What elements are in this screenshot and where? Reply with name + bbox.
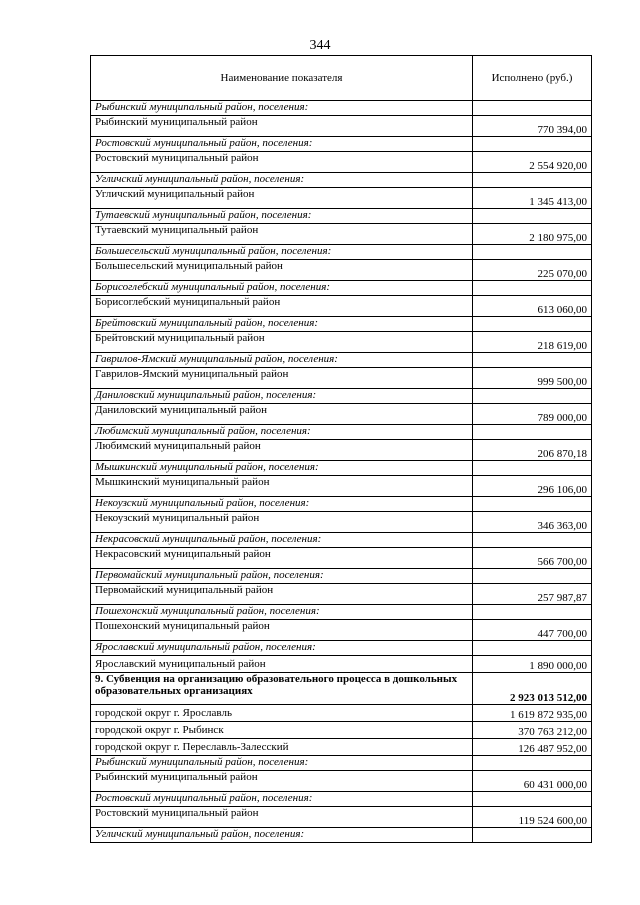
table-row xyxy=(91,512,592,533)
table-subheader-row xyxy=(91,756,592,771)
row-amount-cell: 999 500,00 xyxy=(473,368,592,389)
row-name-cell: Брейтовский муниципальный район xyxy=(91,332,473,353)
row-amount-cell: 370 763 212,00 xyxy=(473,722,592,739)
row-name-cell: Некрасовский муниципальный район xyxy=(91,548,473,569)
row-name-cell: Ростовский муниципальный район, поселения: xyxy=(91,137,473,152)
row-amount-cell: 2 923 013 512,00 xyxy=(473,673,592,705)
table-row xyxy=(91,705,592,722)
table-row xyxy=(91,152,592,173)
row-name-cell: городской округ г. Рыбинск xyxy=(91,722,473,739)
row-amount-cell xyxy=(473,792,592,807)
table-row xyxy=(91,368,592,389)
table-row xyxy=(91,260,592,281)
row-name-cell: Гаврилов-Ямский муниципальный район xyxy=(91,368,473,389)
row-amount-cell: 346 363,00 xyxy=(473,512,592,533)
row-name-cell: Большесельский муниципальный район, поселения: xyxy=(91,245,473,260)
row-amount-cell: 1 619 872 935,00 xyxy=(473,705,592,722)
table-subheader-row xyxy=(91,497,592,512)
table-subheader-row xyxy=(91,317,592,332)
row-name-cell: Рыбинский муниципальный район xyxy=(91,771,473,792)
row-name-cell: городской округ г. Переславль-Залесский xyxy=(91,739,473,756)
row-amount-cell xyxy=(473,461,592,476)
row-amount-cell: 206 870,18 xyxy=(473,440,592,461)
column-header-amount: Исполнено (руб.) xyxy=(473,56,592,101)
row-amount-cell xyxy=(473,245,592,260)
row-amount-cell: 447 700,00 xyxy=(473,620,592,641)
row-name-cell: Большесельский муниципальный район xyxy=(91,260,473,281)
table-row xyxy=(91,332,592,353)
row-amount-cell: 1 345 413,00 xyxy=(473,188,592,209)
row-name-cell: Некоузский муниципальный район xyxy=(91,512,473,533)
row-amount-cell xyxy=(473,497,592,512)
row-name-cell: Ярославский муниципальный район, поселения: xyxy=(91,641,473,656)
row-amount-cell: 2 554 920,00 xyxy=(473,152,592,173)
row-amount-cell xyxy=(473,101,592,116)
table-subheader-row xyxy=(91,137,592,152)
table-subheader-row xyxy=(91,828,592,843)
row-amount-cell: 770 394,00 xyxy=(473,116,592,137)
row-name-cell: Угличский муниципальный район, поселения: xyxy=(91,828,473,843)
row-amount-cell xyxy=(473,389,592,404)
row-name-cell: Даниловский муниципальный район, поселения: xyxy=(91,389,473,404)
row-amount-cell xyxy=(473,137,592,152)
row-amount-cell: 60 431 000,00 xyxy=(473,771,592,792)
table-row xyxy=(91,440,592,461)
row-name-cell: Тутаевский муниципальный район, поселения: xyxy=(91,209,473,224)
row-name-cell: Ростовский муниципальный район, поселения: xyxy=(91,792,473,807)
row-amount-cell: 225 070,00 xyxy=(473,260,592,281)
row-name-cell: Борисоглебский муниципальный район, поселения: xyxy=(91,281,473,296)
table-row xyxy=(91,548,592,569)
row-name-cell: Рыбинский муниципальный район, поселения: xyxy=(91,756,473,771)
row-name-cell: Угличский муниципальный район, поселения: xyxy=(91,173,473,188)
column-header-name: Наименование показателя xyxy=(91,56,473,101)
row-name-cell: Любимский муниципальный район, поселения: xyxy=(91,425,473,440)
table-row xyxy=(91,296,592,317)
row-amount-cell xyxy=(473,605,592,620)
table-subheader-row xyxy=(91,389,592,404)
row-name-cell: Первомайский муниципальный район xyxy=(91,584,473,605)
table-row xyxy=(91,224,592,245)
row-name-cell: Ростовский муниципальный район xyxy=(91,152,473,173)
table-row xyxy=(91,404,592,425)
table-subheader-row xyxy=(91,569,592,584)
row-name-cell: Пошехонский муниципальный район, поселения: xyxy=(91,605,473,620)
table-subheader-row xyxy=(91,461,592,476)
table-header-row xyxy=(91,56,592,101)
table-row xyxy=(91,476,592,497)
table-row xyxy=(91,584,592,605)
row-name-cell: Брейтовский муниципальный район, поселения: xyxy=(91,317,473,332)
row-amount-cell xyxy=(473,425,592,440)
row-name-cell: Гаврилов-Ямский муниципальный район, поселения: xyxy=(91,353,473,368)
row-amount-cell: 613 060,00 xyxy=(473,296,592,317)
table-row xyxy=(91,722,592,739)
row-name-cell: Ростовский муниципальный район xyxy=(91,807,473,828)
table-row xyxy=(91,116,592,137)
table-row xyxy=(91,771,592,792)
row-amount-cell: 257 987,87 xyxy=(473,584,592,605)
table-subheader-row xyxy=(91,641,592,656)
row-name-cell: Пошехонский муниципальный район xyxy=(91,620,473,641)
table-subheader-row xyxy=(91,605,592,620)
row-amount-cell: 2 180 975,00 xyxy=(473,224,592,245)
row-name-cell: Рыбинский муниципальный район xyxy=(91,116,473,137)
row-amount-cell xyxy=(473,281,592,296)
row-name-cell: Тутаевский муниципальный район xyxy=(91,224,473,245)
row-name-cell: Рыбинский муниципальный район, поселения: xyxy=(91,101,473,116)
table-row xyxy=(91,188,592,209)
row-amount-cell xyxy=(473,353,592,368)
row-amount-cell: 126 487 952,00 xyxy=(473,739,592,756)
page-number: 344 xyxy=(309,38,331,53)
row-name-cell: Первомайский муниципальный район, поселения: xyxy=(91,569,473,584)
row-amount-cell xyxy=(473,756,592,771)
row-name-cell: 9. Субвенция на организацию образовательного процесса в дошкольных образовательных организациях xyxy=(91,673,473,705)
row-amount-cell: 119 524 600,00 xyxy=(473,807,592,828)
row-amount-cell xyxy=(473,173,592,188)
table-subheader-row xyxy=(91,792,592,807)
table-row xyxy=(91,656,592,673)
row-amount-cell xyxy=(473,828,592,843)
table-section-row xyxy=(91,673,592,705)
table-row xyxy=(91,807,592,828)
row-amount-cell: 789 000,00 xyxy=(473,404,592,425)
row-amount-cell: 218 619,00 xyxy=(473,332,592,353)
row-amount-cell xyxy=(473,209,592,224)
row-amount-cell xyxy=(473,641,592,656)
table-subheader-row xyxy=(91,425,592,440)
row-name-cell: Некоузский муниципальный район, поселения: xyxy=(91,497,473,512)
row-name-cell: Мышкинский муниципальный район, поселения: xyxy=(91,461,473,476)
table-subheader-row xyxy=(91,173,592,188)
row-name-cell: городской округ г. Ярославль xyxy=(91,705,473,722)
table-subheader-row xyxy=(91,281,592,296)
table-subheader-row xyxy=(91,101,592,116)
row-amount-cell: 1 890 000,00 xyxy=(473,656,592,673)
table-subheader-row xyxy=(91,209,592,224)
table-subheader-row xyxy=(91,533,592,548)
row-name-cell: Борисоглебский муниципальный район xyxy=(91,296,473,317)
budget-table xyxy=(90,55,592,843)
table-body xyxy=(91,101,592,843)
row-name-cell: Ярославский муниципальный район xyxy=(91,656,473,673)
row-name-cell: Любимский муниципальный район xyxy=(91,440,473,461)
row-amount-cell: 296 106,00 xyxy=(473,476,592,497)
table-row xyxy=(91,739,592,756)
row-amount-cell xyxy=(473,317,592,332)
table-row xyxy=(91,620,592,641)
row-amount-cell: 566 700,00 xyxy=(473,548,592,569)
row-name-cell: Некрасовский муниципальный район, поселения: xyxy=(91,533,473,548)
row-name-cell: Угличский муниципальный район xyxy=(91,188,473,209)
row-name-cell: Мышкинский муниципальный район xyxy=(91,476,473,497)
row-amount-cell xyxy=(473,533,592,548)
row-amount-cell xyxy=(473,569,592,584)
table-subheader-row xyxy=(91,353,592,368)
row-name-cell: Даниловский муниципальный район xyxy=(91,404,473,425)
table-subheader-row xyxy=(91,245,592,260)
